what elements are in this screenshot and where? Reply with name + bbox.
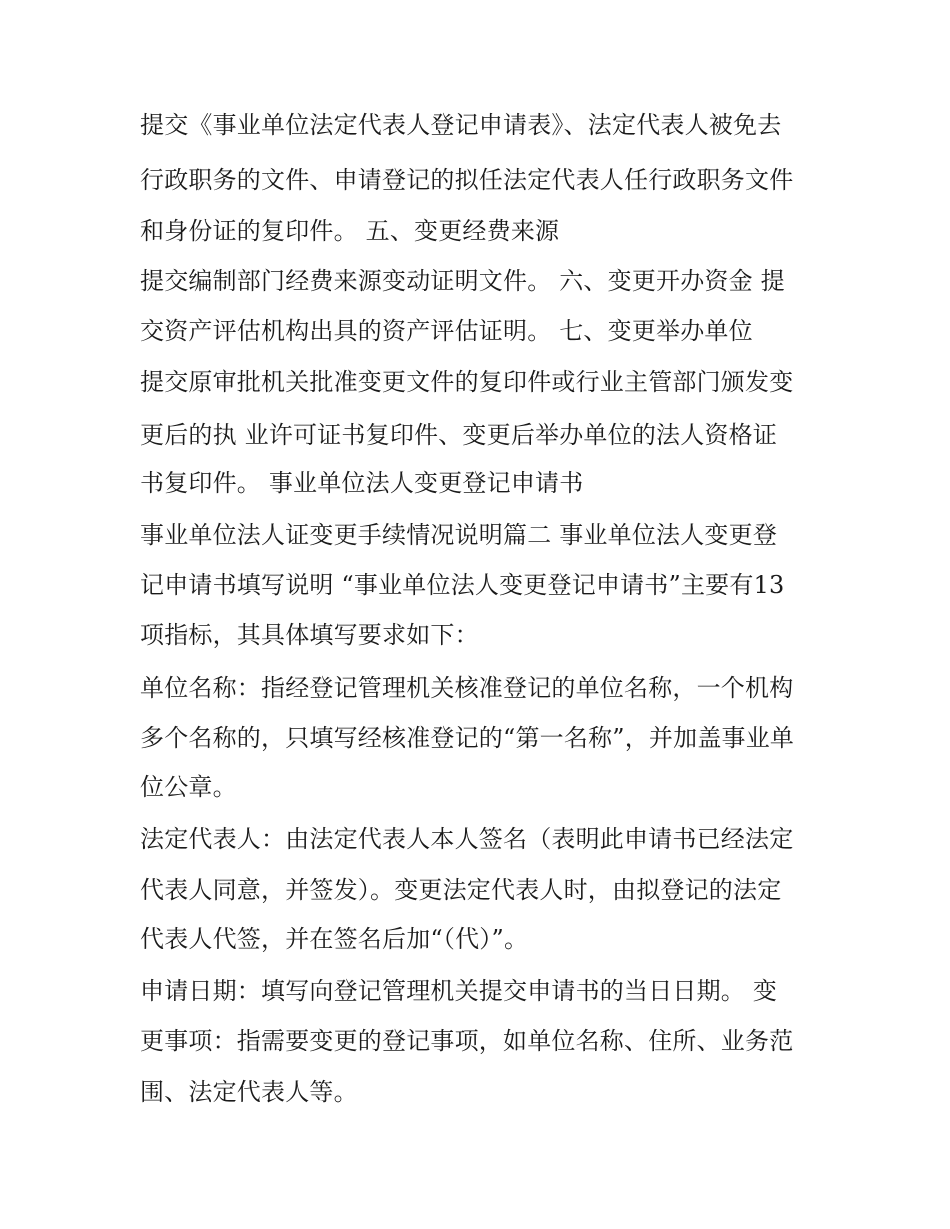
- text-line: 单位名称：指经登记管理机关核准登记的单位名称，一个机构: [140, 674, 794, 702]
- text-line: 提交编制部门经费来源变动证明文件。 六、变更开办资金 提: [140, 267, 785, 295]
- text-line: 和身份证的复印件。 五、变更经费来源: [140, 217, 560, 245]
- text-line: 多个名称的，只填写经核准登记的“第一名称”，并加盖事业单: [140, 724, 795, 752]
- text-line: 提交《事业单位法定代表人登记申请表》、法定代表人被免去: [140, 111, 782, 139]
- text-line: 交资产评估机构出具的资产评估证明。 七、变更举办单位: [140, 317, 753, 345]
- text-line: 代表人代签，并在签名后加“（代）”。: [140, 925, 529, 953]
- text-line: 事业单位法人证变更手续情况说明篇二 事业单位法人变更登: [140, 521, 778, 549]
- text-line: 项指标，其具体填写要求如下：: [140, 621, 479, 649]
- text-line: 围、法定代表人等。: [140, 1078, 358, 1106]
- text-line: 书复印件。 事业单位法人变更登记申请书: [140, 469, 584, 497]
- text-line: 申请日期：填写向登记管理机关提交申请书的当日日期。 变: [140, 977, 778, 1005]
- text-line: 代表人同意，并签发）。变更法定代表人时，由拟登记的法定: [140, 876, 782, 904]
- text-line: 位公章。: [140, 773, 237, 801]
- text-line: 记申请书填写说明 “事业单位法人变更登记申请书”主要有13: [140, 571, 785, 599]
- text-line: 更后的执 业许可证书复印件、变更后举办单位的法人资格证: [140, 421, 778, 449]
- text-line: 更事项：指需要变更的登记事项，如单位名称、住所、业务范: [140, 1027, 794, 1055]
- text-line: 行政职务的文件、申请登记的拟任法定代表人任行政职务文件: [140, 166, 794, 194]
- text-line: 法定代表人：由法定代表人本人签名（表明此申请书已经法定: [140, 825, 794, 853]
- text-line: 提交原审批机关批准变更文件的复印件或行业主管部门颁发变: [140, 368, 794, 396]
